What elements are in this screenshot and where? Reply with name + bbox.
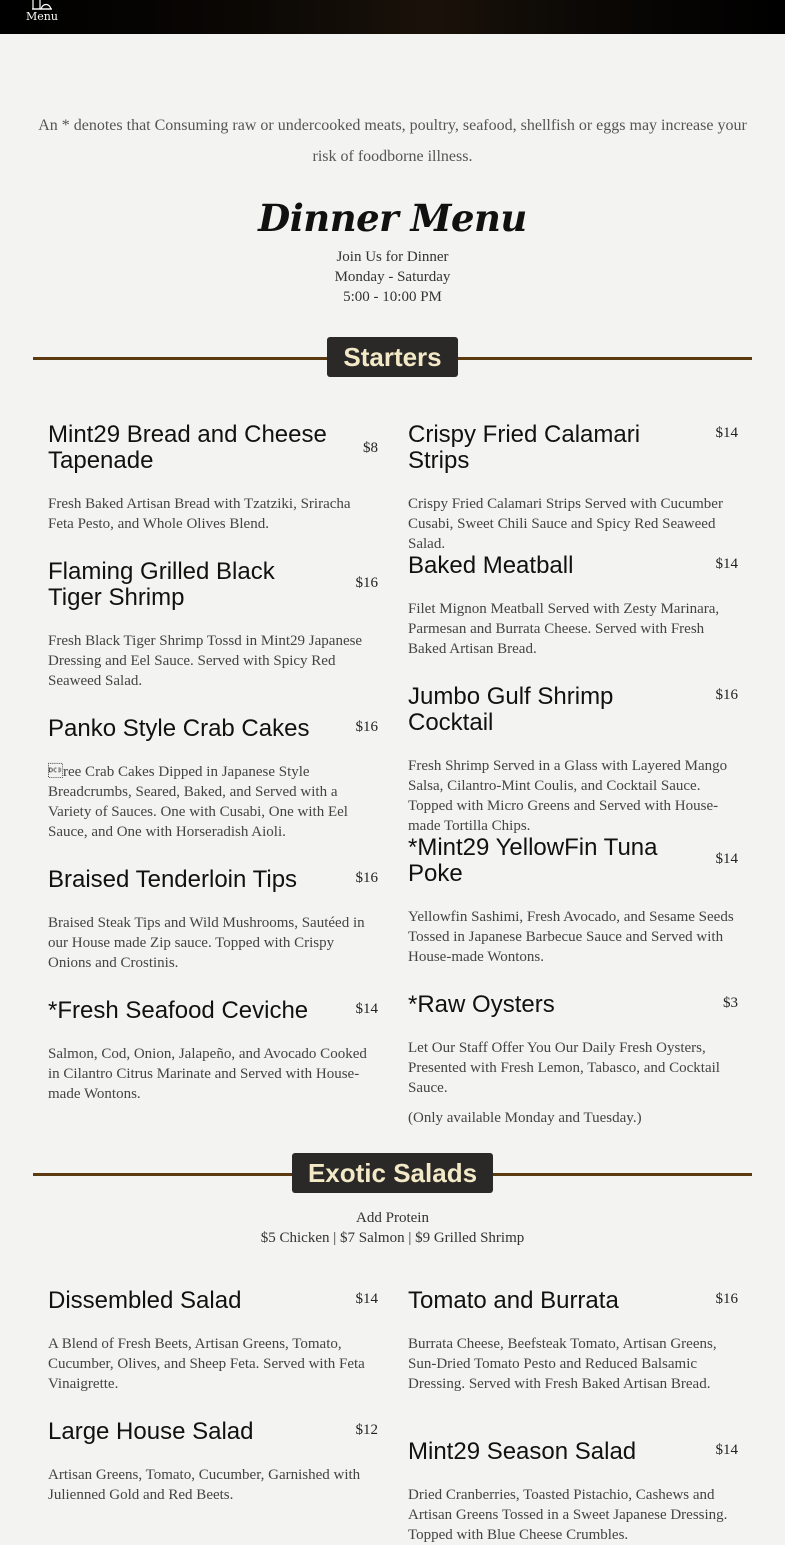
item-price: $14 (715, 425, 738, 441)
item-description: Crispy Fried Calamari Strips Served with Cucumber Cusabi, Sweet Chili Sauce and Spicy Red Seaweed Salad. (408, 496, 723, 552)
item-name: Large House Salad (48, 1418, 254, 1445)
item-price: $16 (715, 687, 738, 703)
item-price: $14 (355, 1291, 378, 1307)
item-price: $14 (715, 1442, 738, 1458)
menu-item (408, 992, 738, 1128)
raw-food-notice: An * denotes that Consuming raw or undercooked meats, poultry, seafood, shellfish or eggs may increase your risk of foodborne illness. (38, 117, 747, 165)
item-name: Mint29 Bread and Cheese Tapenade (48, 421, 327, 474)
item-description: Yellowfin Sashimi, Fresh Avocado, and Sesame Seeds Tossed in Japanese Barbecue Sauce and Served with House-made Wontons. (408, 909, 734, 965)
item-description: Burrata Cheese, Beefsteak Tomato, Artisan Greens, Sun-Dried Tomato Pesto and Reduced Balsamic Dressing. Served with Fresh Baked Artisan Bread. (408, 1336, 717, 1392)
starters-heading: Starters (327, 337, 458, 377)
item-description: Salmon, Cod, Onion, Jalapeño, and Avocado Cooked in Cilantro Citrus Marinate and Served with House-made Wontons. (48, 1046, 367, 1102)
item-name: Dissembled Salad (48, 1287, 242, 1314)
item-price: $14 (715, 556, 738, 572)
item-description: Braised Steak Tips and Wild Mushrooms, Sautéed in our House made Zip sauce. Topped with Crispy Onions and Crostinis. (48, 915, 365, 971)
item-description: A Blend of Fresh Beets, Artisan Greens, Tomato, Cucumber, Olives, and Sheep Feta. Served with Feta Vinaigrette. (48, 1336, 365, 1392)
item-description: Fresh Shrimp Served in a Glass with Layered Mango Salsa, Cilantro-Mint Coulis, and Cocktail Sauce. Topped with Micro Greens and Served with House-made Tortilla Chips. (408, 758, 728, 834)
menu-button-label: Menu (26, 10, 58, 23)
item-name: Crispy Fried Calamari Strips (408, 421, 641, 474)
hours-line-3: 5:00 - 10:00 PM (343, 289, 442, 305)
item-price: $12 (355, 1422, 378, 1438)
item-price: $14 (715, 851, 738, 867)
item-description: ree Crab Cakes Dipped in Japanese Style Breadcrumbs, Seared, Baked, and Served with a Variety of Sauces. One with Cusabi, One with Eel Sauce, and One with Horseradish Aioli. (48, 764, 348, 840)
item-name: Panko Style Crab Cakes (48, 715, 310, 742)
menu-item (48, 1288, 378, 1394)
item-name: Jumbo Gulf Shrimp Cocktail (408, 683, 614, 736)
item-price: $16 (715, 1291, 738, 1307)
item-name: *Fresh Seafood Ceviche (48, 997, 309, 1024)
salads-heading: Exotic Salads (292, 1153, 493, 1193)
item-name: *Raw Oysters (408, 991, 555, 1018)
item-price: $8 (363, 440, 378, 456)
menu-item (48, 1419, 378, 1505)
item-name: Baked Meatball (408, 552, 574, 579)
item-price: $16 (355, 719, 378, 735)
menu-item (408, 1439, 738, 1545)
item-description: Dried Cranberries, Toasted Pistachio, Cashews and Artisan Greens Tossed in a Sweet Japanese Dressing. Topped with Blue Cheese Crumbles. (408, 1487, 728, 1543)
menu-button[interactable] (20, 0, 64, 34)
add-protein-info (0, 1208, 785, 1248)
menu-item (48, 716, 378, 842)
item-description: Artisan Greens, Tomato, Cucumber, Garnished with Julienned Gold and Red Beets. (48, 1467, 361, 1503)
menu-item (408, 1288, 738, 1394)
menu-item (48, 998, 378, 1104)
item-name: Tomato and Burrata (408, 1287, 619, 1314)
top-nav-bar (0, 0, 785, 34)
item-price: $16 (355, 575, 378, 591)
menu-item (408, 835, 738, 967)
item-description: Fresh Baked Artisan Bread with Tzatziki, Sriracha Feta Pesto, and Whole Olives Blend. (48, 496, 351, 532)
item-description: Filet Mignon Meatball Served with Zesty Marinara, Parmesan and Burrata Cheese. Served with Fresh Baked Artisan Bread. (408, 601, 720, 657)
item-name: Mint29 Season Salad (408, 1438, 637, 1465)
item-description: Fresh Black Tiger Shrimp Tossd in Mint29 Japanese Dressing and Eel Sauce. Served with Spicy Red Seaweed Salad. (48, 633, 363, 689)
menu-item (408, 684, 738, 836)
hours-line-2: Monday - Saturday (334, 269, 451, 285)
item-description: Let Our Staff Offer You Our Daily Fresh Oysters, Presented with Fresh Lemon, Tabasco, and Cocktail Sauce. (408, 1040, 720, 1096)
item-price: $14 (355, 1001, 378, 1017)
item-price: $3 (723, 995, 738, 1011)
menu-item (48, 559, 378, 691)
item-name: Flaming Grilled Black Tiger Shrimp (48, 558, 275, 611)
add-protein-prices: $5 Chicken | $7 Salmon | $9 Grilled Shrimp (260, 1230, 525, 1246)
menu-item (48, 867, 378, 973)
menu-item (408, 422, 738, 554)
item-name: *Mint29 YellowFin Tuna Poke (408, 834, 658, 887)
hours-line-1: Join Us for Dinner (336, 249, 449, 265)
add-protein-label: Add Protein (356, 1210, 429, 1226)
dinner-hours (0, 247, 785, 307)
menu-item (408, 553, 738, 659)
item-price: $16 (355, 870, 378, 886)
item-name: Braised Tenderloin Tips (48, 866, 298, 893)
item-note: (Only available Monday and Tuesday.) (408, 1110, 642, 1126)
menu-book-icon (31, 0, 53, 10)
page-title: Dinner Menu (258, 196, 527, 240)
menu-item (48, 422, 378, 534)
